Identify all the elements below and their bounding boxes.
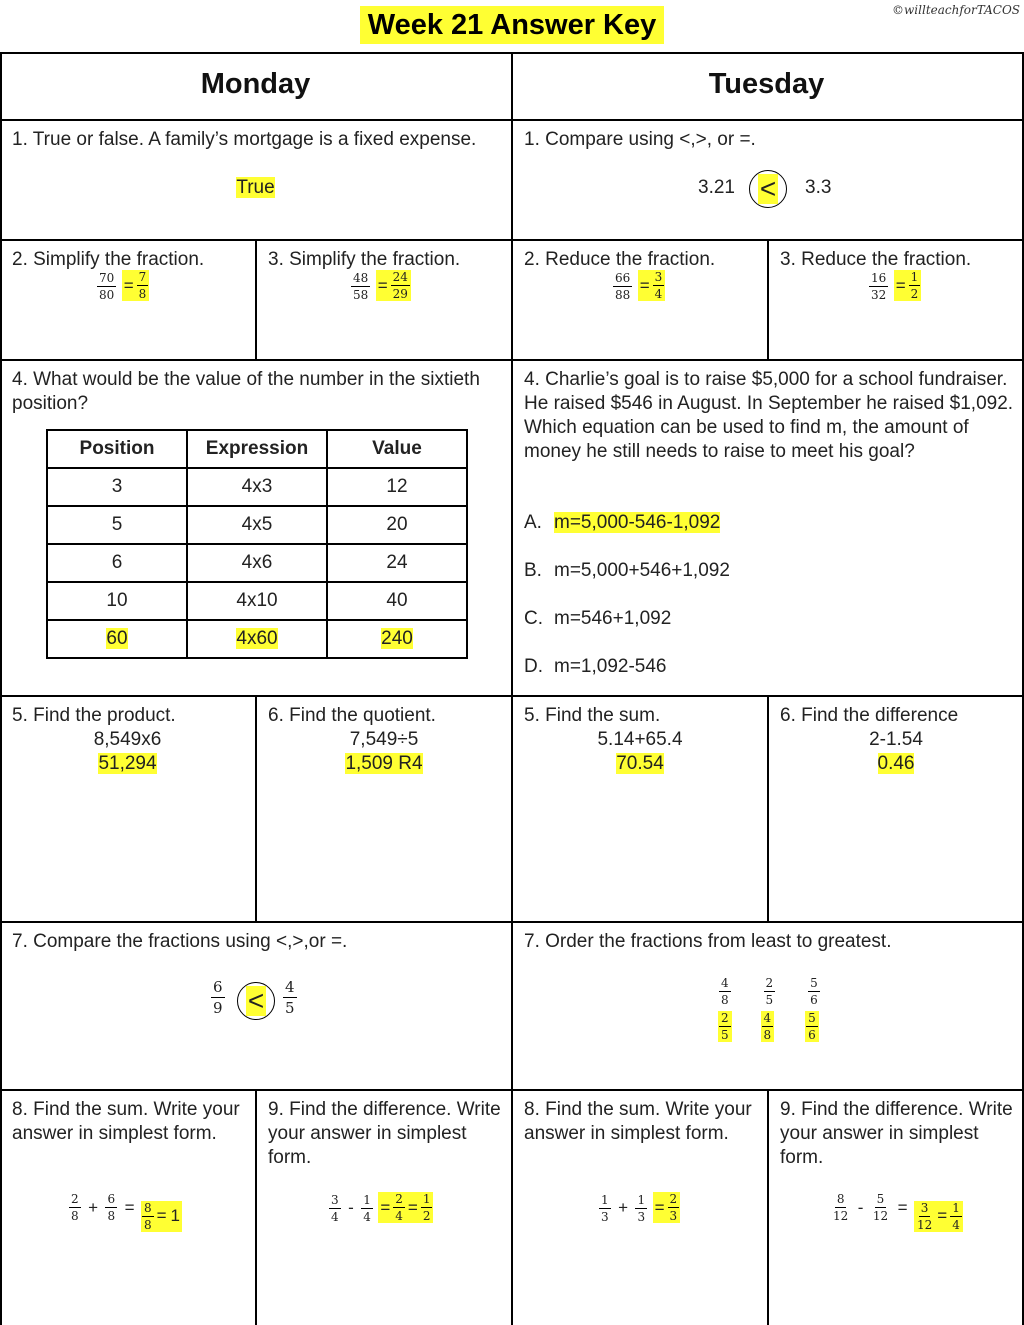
tue-q5-answer: 70.54	[616, 753, 664, 774]
tue-q3-prompt: 3. Reduce the fraction.	[780, 249, 972, 270]
mon-q8-prompt: 8. Find the sum. Write your answer in simplest form.	[12, 1099, 240, 1144]
fraction: $\frac{70}{80}$	[99, 270, 115, 302]
tue-q6-answer: 0.46	[877, 753, 915, 774]
tue-q5-answer-wrap	[512, 752, 768, 776]
tue-q4-option-c: C. m=546+1,092	[524, 608, 672, 629]
tue-q9-prompt: 9. Find the difference. Write your answer in simplest form.	[780, 1099, 1013, 1168]
tue-q9-equation: $\frac{8}{12}$ - $\frac{5}{12}$ = $\frac{3}{12}$ = $\frac{1}{4}$	[830, 1192, 963, 1232]
tue-q5-prompt: 5. Find the sum.	[524, 705, 661, 726]
tue-q6-prompt: 6. Find the difference	[780, 705, 959, 726]
table-answer-row: 60 4x60 240	[47, 620, 467, 658]
mon-q7-right-fraction: $\frac{4}{5}$	[285, 978, 295, 1017]
mon-q1-prompt: 1. True or false. A family’s mortgage is a fixed expense.	[12, 129, 477, 150]
mon-q3-prompt: 3. Simplify the fraction.	[268, 249, 461, 270]
mon-q4-prompt: 4. What would be the value of the number in the sixtieth position?	[12, 369, 480, 414]
table-row: 5 4x5 20	[47, 506, 467, 544]
mon-q9-prompt: 9. Find the difference. Write your answer in simplest form.	[268, 1099, 501, 1168]
tue-q3-equation: $\frac{16}{32}$ = $\frac{1}{2}$	[868, 270, 921, 302]
tue-q2-equation: $\frac{66}{88}$ = $\frac{3}{4}$	[612, 270, 665, 302]
grid-line	[255, 1089, 257, 1325]
table-row: 3 4x3 12	[47, 468, 467, 506]
mon-q9-equation: $\frac{3}{4}$ - $\frac{1}{4}$ = $\frac{2}{4}$ = $\frac{1}{2}$	[328, 1192, 433, 1224]
comparison-symbol: <	[247, 985, 265, 1016]
mon-q6-problem: 7,549÷5	[349, 729, 419, 750]
table-row: 10 4x10 40	[47, 582, 467, 620]
tuesday-heading: Tuesday	[708, 68, 825, 100]
tue-q4-prompt: 4. Charlie’s goal is to raise $5,000 for a school fundraiser. He raised $546 in August. In September he raised $1,092. Which equation can be used to find m, the amount of money he still needs to raise to meet his goal?	[524, 369, 1014, 462]
grid-line	[255, 239, 257, 359]
tue-q6-problem: 2-1.54	[869, 729, 923, 750]
tue-q7-given-fractions: $\frac{4}{8}$ $\frac{2}{5}$ $\frac{5}{6}$	[721, 976, 818, 1007]
grid-line	[767, 239, 769, 359]
mon-q5-problem: 8,549x6	[93, 729, 162, 750]
grid-line	[767, 1089, 769, 1325]
mon-q3-equation: $\frac{48}{58}$ = $\frac{24}{29}$	[350, 270, 411, 302]
table-row: 6 4x6 24	[47, 544, 467, 582]
table-header: Value	[327, 430, 467, 468]
tue-q8-equation: $\frac{1}{3}$ + $\frac{1}{3}$ = $\frac{2}{3}$	[598, 1192, 680, 1224]
mon-q7-left-fraction: $\frac{6}{9}$	[213, 978, 223, 1017]
mon-q5-answer: 51,294	[98, 753, 157, 774]
mon-q1-answer-wrap	[0, 176, 511, 200]
mon-q6-prompt: 6. Find the quotient.	[268, 705, 436, 726]
mon-q1-answer: True	[236, 177, 275, 198]
mon-q8-equation: $\frac{2}{8}$ + $\frac{6}{8}$ = $\frac{8}{8}$ = 1	[71, 1192, 181, 1232]
mon-q6-answer-wrap	[256, 752, 512, 776]
tue-q2-prompt: 2. Reduce the fraction.	[524, 249, 716, 270]
tue-q5-problem: 5.14+65.4	[597, 729, 683, 750]
mon-q2-prompt: 2. Simplify the fraction.	[12, 249, 205, 270]
table-header: Position	[47, 430, 187, 468]
monday-heading: Monday	[200, 68, 311, 100]
tue-q4-option-b: B. m=5,000+546+1,092	[524, 560, 730, 581]
table-header: Expression	[187, 430, 327, 468]
mon-q6-answer: 1,509 R4	[345, 753, 423, 774]
mon-q2-equation: $\frac{70}{80}$ = $\frac{7}{8}$	[96, 270, 149, 302]
fraction: $\frac{48}{58}$	[353, 270, 369, 302]
tue-q7-ordered-fractions: $\frac{2}{5}$ $\frac{4}{8}$ $\frac{5}{6}$	[718, 1011, 819, 1042]
tue-q4-option-d: D. m=1,092-546	[524, 656, 667, 677]
credit-watermark: ©willteachforTACOS	[892, 3, 1020, 17]
tue-q1-right: 3.3	[805, 177, 832, 198]
tue-q8-prompt: 8. Find the sum. Write your answer in simplest form.	[524, 1099, 752, 1144]
tue-q4-option-a: A. m=5,000-546-1,092	[524, 512, 721, 533]
mon-q5-answer-wrap	[0, 752, 255, 776]
mon-q7-compare-circle	[237, 982, 275, 1020]
mon-q7-prompt: 7. Compare the fractions using <,>,or =.	[12, 931, 348, 952]
position-table	[46, 429, 468, 659]
page-title: Week 21 Answer Key	[360, 6, 664, 44]
tue-q1-left: 3.21	[698, 177, 735, 198]
tue-q1-compare-circle	[749, 170, 787, 208]
mon-q5-prompt: 5. Find the product.	[12, 705, 176, 726]
tue-q6-answer-wrap	[768, 752, 1024, 776]
table-header-row	[47, 430, 467, 468]
comparison-symbol: <	[759, 173, 777, 204]
grid-line	[0, 52, 2, 1325]
grid-line	[511, 52, 513, 1325]
tue-q7-prompt: 7. Order the fractions from least to greatest.	[524, 931, 892, 952]
tue-q1-prompt: 1. Compare using <,>, or =.	[524, 129, 756, 150]
